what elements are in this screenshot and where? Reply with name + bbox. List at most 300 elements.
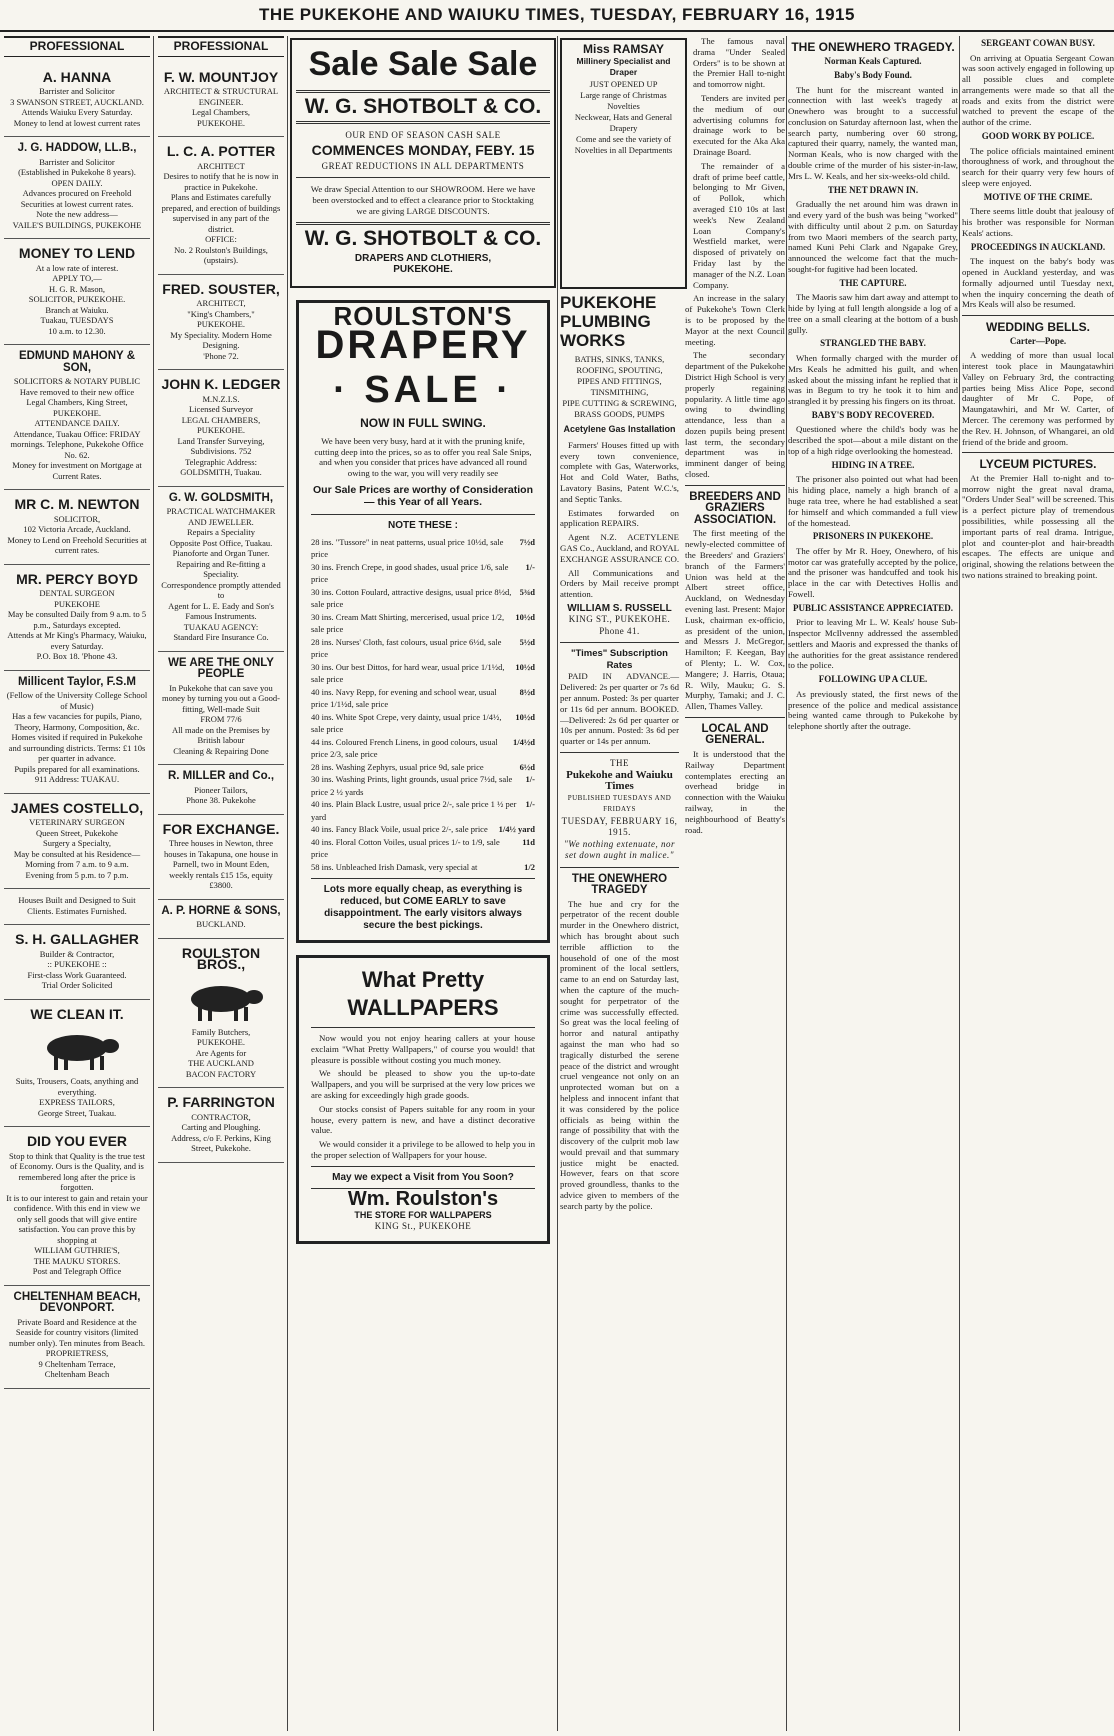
ad-line: Address, c/o F. Perkins, King Street, Pukekohe. — [171, 1132, 271, 1153]
price-row — [311, 661, 535, 686]
ad-line: 'Phone 72. — [203, 350, 239, 361]
ad-line: Branch at Waiuku. — [45, 304, 109, 315]
shotbolt-town: PUKEKOHE. — [393, 264, 453, 276]
ad-line: OFFICE: — [205, 234, 237, 244]
ad-name: CHELTENHAM BEACH, DEVONPORT. — [13, 1290, 141, 1314]
ad-line: PUKEKOHE. — [197, 117, 245, 128]
ramsay-lines — [566, 79, 681, 156]
professional-ad — [4, 137, 150, 239]
notice: An increase in the salary of Pukekohe's Town Clerk is to be proposed by the Mayor at the next Council meeting. — [685, 293, 785, 347]
price-value: 1/- — [525, 799, 535, 810]
subheading: STRANGLED THE BABY. — [820, 338, 926, 349]
wedding-title: WEDDING BELLS. — [986, 320, 1090, 335]
shotbolt-firm: W. G. SHOTBOLT & CO. — [304, 95, 542, 118]
subheading: PUBLIC ASSISTANCE APPRECIATED. — [793, 602, 953, 613]
professional-ad — [158, 765, 284, 815]
ad-name: R. MILLER and Co., — [167, 770, 275, 782]
ad-line: Attends at Mr King's Pharmacy, Waiuku, every Saturday. — [7, 630, 147, 651]
plumbing-owner: WILLIAM S. RUSSELL — [567, 602, 672, 614]
ad-name: A. HANNA — [42, 68, 112, 85]
professional-ad — [158, 137, 284, 275]
ad-line: It is to our interest to gain and retain your confidence. With this end in view we only sell goods that will give entire satisfaction. You can prove this by shopping at — [6, 1192, 148, 1245]
ad-line: Barrister and Solicitor — [39, 86, 115, 96]
professional-ad — [4, 239, 150, 345]
plumbing-lines — [560, 354, 679, 420]
shotbolt-body: We draw Special Attention to our SHOWROOM. Here we have been overstocked and to effect a clearance prior to Stocktaking we are giving LARGE DISCOUNTS. — [310, 184, 536, 216]
price-desc: 30 ins. French Crepe, in good shades, usual price 1/6, sale price — [311, 561, 509, 585]
price-row — [311, 711, 535, 736]
ad-line: May be consulted at his Residence— — [13, 848, 141, 859]
price-value: 10½d — [515, 611, 535, 622]
article-para: The inquest on the baby's body was opened in Auckland yesterday, and was formally adjourned until Tuesday next, when the inquiry concerning the death of Mrs Keals will also be resumed. — [962, 256, 1114, 310]
subheading: THE CAPTURE. — [839, 277, 907, 288]
ad-line: Cheltenham Beach — [44, 1369, 110, 1379]
wallpaper-para: Our stocks consist of Papers suitable for any room in your house, every pattern is new, and have a distinct decorative value. — [311, 1103, 535, 1136]
tragedy-headline: THE ONEWHERO TRAGEDY. — [791, 40, 955, 54]
ad-line: Have removed to their new office — [19, 386, 135, 397]
price-row — [311, 836, 535, 861]
wallpaper-para: We should be pleased to show you the up-to-date Wallpapers, and you will be surprised at the very low prices we are asking for exceedingly high grade goods. — [311, 1068, 535, 1101]
price-value: 10½d — [515, 661, 535, 672]
wedding-sub: Carter—Pope. — [1009, 335, 1067, 346]
ad-line: LEGAL CHAMBERS, — [181, 414, 261, 425]
price-desc: 58 ins. Unbleached Irish Damask, very special at — [311, 861, 478, 872]
ad-line: SOLICITORS & NOTARY PUBLIC — [13, 376, 141, 386]
ad-line: M.N.Z.I.S. — [202, 393, 240, 404]
price-value: 1/4½d — [513, 736, 535, 747]
price-value: 5½d — [519, 636, 535, 647]
sale-title: · SALE · — [333, 369, 513, 412]
ramsay-name: Miss RAMSAY — [583, 42, 664, 56]
ad-name: Millicent Taylor, F.S.M — [17, 675, 136, 688]
section-heading: PROFESSIONAL — [4, 36, 150, 57]
ad-line: :: PUKEKOHE :: — [47, 959, 107, 969]
note-heading: NOTE THESE : — [387, 520, 458, 532]
ad-line: Money to Lend on Freehold Securities at current rates. — [7, 534, 147, 555]
ad-line: Private Board and Residence at the Seaside for country visitors (limited number only). Ten minutes from Beach. — [9, 1316, 145, 1348]
ad-line: Money for investment on Mortgage at Current Rates. — [12, 460, 142, 481]
plumbing-addr: KING ST., PUKEKOHE. — [568, 614, 671, 625]
ad-name: J. G. HADDOW, LL.B., — [17, 142, 137, 154]
ad-line: CONTRACTOR, — [191, 1111, 251, 1122]
notice: The secondary department of the Pukekohe District High School is very properly regaining popularity. A little time ago owing to dwindling attendance, less than a dozen pupils being present last term, the secondary department was in imminent danger of being closed. — [685, 350, 785, 480]
ad-line: THE MAUKU STORES. — [33, 1255, 121, 1266]
ad-line: Licensed Surveyor — [189, 404, 253, 414]
price-value: 7½d — [519, 536, 535, 547]
ad-line: Plans and Estimates carefully prepared, and erection of buildings supervised in any part of the district. — [161, 192, 281, 234]
ad-line: PROPRIETRESS, — [45, 1348, 109, 1358]
ad-line: Pianoforte and Organ Tuner. Repairing and Re-fitting a Speciality. — [172, 548, 270, 579]
price-desc: 40 ins. Fancy Black Voile, usual price 2/-, sale price — [311, 824, 488, 835]
ad-line: Tuakau, TUESDAYS — [40, 315, 114, 325]
section-heading: PROFESSIONAL — [158, 36, 284, 57]
ad-name: L. C. A. POTTER — [166, 143, 276, 159]
ad-line: BATHS, SINKS, TANKS, — [574, 354, 665, 365]
cheap-line: Lots more equally cheap, as everything is reduced, but COME EARLY to save disappointment. The early visitors always secure the best pickings. — [323, 884, 523, 932]
ad-line: Large range of Christmas Novelties — [580, 89, 667, 111]
ad-line: Family Butchers, — [191, 1026, 251, 1037]
roulston-drapery-ad — [296, 300, 550, 943]
price-list — [311, 536, 535, 874]
ad-line: Telegraphic Address: GOLDSMITH, Tuakau. — [180, 456, 262, 477]
notices-column — [693, 36, 785, 293]
ad-name: EDMUND MAHONY & SON, — [18, 350, 136, 374]
notices-column-2 — [685, 293, 785, 1214]
column-professional-2 — [158, 36, 284, 1731]
ad-line: Desires to notify that he is now in practice in Pukekohe. — [163, 171, 279, 192]
times-the: THE — [610, 758, 629, 769]
article-para: The Maoris saw him dart away and attempt to hide by lying at full length alongside a log of a tree on a small clearing at the bottom of a bush gully. — [788, 292, 958, 335]
ad-line: FROM 77/6 — [200, 714, 242, 724]
price-value: 6½d — [519, 761, 535, 772]
ad-line: Advances procured on Freehold Securities at lowest current rates. — [20, 188, 134, 209]
ad-line: My Speciality. Modern Home Designing. — [170, 329, 272, 350]
ad-line: In Pukekohe that can save you money by turning you out a Good-fitting, Well-made Suit — [161, 682, 281, 714]
column-rule — [287, 36, 288, 1731]
ad-line: Opposite Post Office, Tuakau. — [169, 537, 273, 548]
ad-line: PUKEKOHE — [54, 598, 100, 609]
price-row — [311, 686, 535, 711]
ad-line: Has a few vacancies for pupils, Piano, Theory, Harmony, Composition, &c. Homes visited if required in Pukekohe and surrounding districts. Terms: £1 10s per quarter in advance. — [8, 711, 146, 763]
price-desc: 30 ins. Cream Matt Shirting, mercerised, usual price 1/2, sale price — [311, 611, 505, 635]
ad-line: ATTENDANCE DAILY. — [34, 418, 120, 428]
ad-line: PUKEKOHE. — [197, 425, 245, 435]
subheading: SERGEANT COWAN BUSY. — [981, 38, 1095, 48]
ad-line: ARCHITECT — [197, 160, 245, 171]
tragedy-body: The hue and cry for the perpetrator of the recent double murder in the Onewhero district, which has brought about such terrible affliction to the household of one of the most prominent of the local settlers, came to an end on Saturday last, when the capture of the much-sought for perpetrator of the crime was successfully effected. So great was the local feeling of horror and natural antipathy against the man who had so tragically disturbed the serene peace of the district and wrought cruel vengeance not only on an unprotected woman but on a helpless and innocent infant that it was considered by the police officials as being within the range of possibility that with the discovery of the culprit mob law would prevail and that summary justice might be enacted. However, fears on that score proved groundless, thanks to the advice given to members of the search party by the police. — [560, 898, 679, 1211]
ad-line: Attendance, Tuakau Office: FRIDAY mornings. Telephone, Pukekohe Office No. 62. — [10, 428, 144, 460]
ad-line: Trial Order Solicited — [41, 980, 113, 990]
ad-line: Agent for L. E. Eady and Son's Famous Instruments. — [168, 600, 274, 621]
ad-line: Morning from 7 a.m. to 9 a.m. — [25, 859, 129, 869]
notice: Tenders are invited per the medium of our advertising columns for drainage work to be executed for the Aka Aka Drainage Board. — [693, 92, 785, 157]
ad-line: Legal Chambers, — [191, 107, 251, 117]
price-row — [311, 823, 535, 836]
farmers-body: The first meeting of the newly-elected committee of the Breeders' and Graziers' branch of the Farmers' Union was held at the Albert street office, Auckland, on Wednesday evening last. Present: Major Lusk, chairman ex-officio, as president of the union, and Messrs J. McGregor, Hamilton; F. Keegan, Bay of Plenty; L. W. Cox, Mangere; J. Harris, Otaua; R. Wily, Mauku; G. S. Murphy, Tamaki; and J. C. Allen, Thames Valley. — [685, 528, 785, 712]
roulston-body: We have been very busy, hard at it with the pruning knife, cutting deep into the prices, so as to offer you real Sale Snips, and when you consider that prices have advanced all round owing to the war, you will very readily see — [314, 435, 532, 479]
plumbing-estimates: Estimates forwarded on application REPAIRS. — [560, 507, 679, 529]
ad-name: P. FARRINGTON — [167, 1094, 275, 1110]
price-value: 1/- — [525, 774, 535, 785]
full-swing: NOW IN FULL SWING. — [360, 416, 486, 431]
ad-line: Attends Waiuku Every Saturday. — [21, 107, 133, 117]
ad-line: ARCHITECT, — [196, 298, 246, 308]
lyceum-body: At the Premier Hall to-night and to-morrow night the great naval drama, "Orders Under Seal" will be screened. This is a perfect picture play of tremendous possibilities, while possessing all the important parts of real drama. Intrigue, plot and counter-plot and hair-breadth escapes. The effects are unique and original, showing the relations between the two nations strained to breaking point. — [962, 472, 1114, 580]
price-desc: 30 ins. Our best Dittos, for hard wear, usual price 1/1½d, sale price — [311, 661, 505, 685]
ad-line: OPEN DAILY. — [51, 177, 103, 188]
ad-line: Come and see the variety of Novelties in all Departments — [574, 133, 673, 155]
ad-list — [4, 63, 150, 1389]
professional-ad — [4, 63, 150, 138]
wallpaper-firm: Wm. Roulston's — [347, 1188, 499, 1211]
ad-line: Note the new address— — [36, 209, 118, 219]
article-para: Prior to leaving Mr L. W. Keals' house Sub-Inspector McIlvenny addressed the assembled settlers and Maoris and expressed the thanks of the authorities for the great assistance rendered to the police. — [788, 617, 958, 671]
ad-name: F. W. MOUNTJOY — [163, 68, 279, 85]
ad-line: Standard Fire Insurance Co. — [173, 632, 269, 642]
subheading: THE NET DRAWN IN. — [827, 184, 919, 195]
ad-line: Three houses in Newton, three houses in Takapuna, one house in Parnell, two in Mount Eden, weekly rentals £15 15s, equity £3800. — [164, 838, 278, 890]
wedding-body: A wedding of more than usual local interest took place in Maungatawhiri Valley on February 3rd, the contracting parties being Miss Alice Pope, second daughter of Mr C. Pope, of Maungatawhiri, and Mr W. Carter, of Mercer. The ceremony was performed by the Rev. H. Johnson, of Whangarei, an old friend of the bride and groom. — [962, 350, 1114, 447]
ad-line: SOLICITOR, — [53, 513, 101, 524]
ad-line: No. 2 Roulston's Buildings, (upstairs). — [174, 244, 268, 265]
article-para: The hunt for the miscreant wanted in connection with last week's tragedy at Onewhero was brought to a successful conclusion on Saturday afternoon last, when the search party, numbering over 60 strong, captured their quarry, namely, the wanted man, Norman Keals, who is now charged with the double crime of the murder of his sister-in-law, Mrs L. W. Keals, and her six-weeks-old child. — [788, 84, 958, 181]
price-row — [311, 861, 535, 874]
local-title: LOCAL AND GENERAL. — [701, 722, 769, 747]
masthead: THE PUKEKOHE AND WAIUKU TIMES, TUESDAY, FEBRUARY 16, 1915 — [0, 0, 1114, 32]
ad-line: Evening from 5 p.m. to 7 p.m. — [25, 869, 129, 880]
ad-line: PUKEKOHE. — [197, 1037, 245, 1047]
ad-line: ROOFING, SPOUTING, — [576, 365, 663, 376]
farmers-title: BREEDERS AND GRAZIERS ASSOCIATION. — [689, 490, 781, 526]
ad-name: JAMES COSTELLO, — [10, 799, 144, 816]
price-row — [311, 636, 535, 661]
professional-ad — [4, 889, 150, 925]
professional-ad — [4, 345, 150, 490]
price-desc: 40 ins. Plain Black Lustre, usual price 2/-, sale price 1 ½ per yard — [311, 799, 517, 822]
ad-line: APPLY TO,— — [52, 273, 102, 283]
ad-line: Correspondence promptly attended to — [161, 579, 281, 600]
article-para: As previously stated, the first news of the presence of the police and medical assistance being wanted came through to Pukekohe by telephone shortly after the outrage. — [788, 688, 958, 732]
price-value: 1/- — [525, 561, 535, 572]
professional-ad — [158, 1088, 284, 1163]
ad-line: PRACTICAL WATCHMAKER AND JEWELLER. — [166, 506, 276, 527]
ad-line: TUAKAU AGENCY: — [183, 621, 259, 632]
ad-line: Pioneer Tailors, — [194, 784, 248, 795]
ramsay-ad — [560, 38, 687, 289]
ad-line: May be consulted Daily from 9 a.m. to 5 p.m., Saturdays excepted. — [7, 609, 147, 630]
professional-ad — [4, 490, 150, 565]
ad-name: MR C. M. NEWTON — [14, 496, 140, 512]
lyceum-title: LYCEUM PICTURES. — [979, 457, 1097, 472]
price-desc: 40 ins. White Spot Crepe, very dainty, usual price 1/4½, sale price — [311, 711, 502, 735]
ad-name: G. W. GOLDSMITH, — [168, 491, 274, 504]
plumbing-comm: All Communications and Orders by Mail receive prompt attention. — [560, 567, 679, 600]
ad-name: FOR EXCHANGE. — [162, 820, 280, 837]
ad-line: VETERINARY SURGEON — [29, 817, 125, 827]
sale-banner: Sale Sale Sale — [308, 45, 538, 83]
price-row — [311, 798, 535, 823]
price-row — [311, 536, 535, 561]
ad-line: Barrister and Solicitor — [39, 156, 115, 167]
roulston-name: ROULSTON'S — [333, 300, 513, 331]
wallpaper-addr: KING St., PUKEKOHE — [374, 1221, 472, 1232]
column-rule — [959, 36, 960, 1731]
notice: The famous naval drama "Under Sealed Orders" is to be shown at the Premier Hall to-night and tomorrow night. — [693, 36, 785, 90]
ad-line: Land Transfer Surveying, Subdivisions. 752 — [177, 435, 265, 456]
column-tragedy — [788, 36, 958, 1731]
ad-line: Money to lend at lowest current rates — [13, 117, 141, 128]
column-display-ads — [290, 36, 556, 1731]
price-desc: 40 ins. Floral Cotton Voiles, usual prices 1/- to 1/9, sale price — [311, 836, 500, 860]
professional-ad — [158, 900, 284, 939]
professional-ad — [4, 565, 150, 671]
reductions-line: GREAT REDUCTIONS IN ALL DEPARTMENTS — [321, 160, 525, 171]
plumbing-title: PUKEKOHE PLUMBING WORKS — [560, 293, 657, 351]
acetylene: Acetylene Gas Installation — [563, 424, 676, 435]
subheading: FOLLOWING UP A CLUE. — [818, 674, 928, 685]
ad-list — [158, 63, 284, 1163]
tragedy-title: THE ONEWHERO TRAGEDY — [571, 872, 668, 897]
ad-line: EXPRESS TAILORS, — [39, 1097, 115, 1107]
ad-line: At a low rate of interest. — [35, 262, 119, 273]
ad-line: SOLICITOR, PUKEKOHE. — [28, 294, 126, 304]
wallpapers-ad — [296, 955, 550, 1244]
price-value: 1/2 — [524, 861, 535, 872]
ad-line: Pupils prepared for all examinations. — [14, 763, 140, 774]
column-six — [962, 36, 1114, 1731]
shotbolt-sub: DRAPERS AND CLOTHIERS, — [354, 252, 492, 264]
price-desc: 30 ins. Cotton Foulard, attractive designs, usual price 8½d, sale price — [311, 586, 512, 610]
ad-line: Cleaning & Repairing Done — [173, 745, 269, 756]
price-desc: 40 ins. Navy Repp, for evening and school wear, usual price 1/1½d, sale price — [311, 686, 497, 710]
subheading: GOOD WORK BY POLICE. — [981, 131, 1095, 142]
ad-name: DID YOU EVER — [26, 1133, 128, 1149]
subheading: MOTIVE OF THE CRIME. — [983, 191, 1093, 202]
ad-line: BUCKLAND. — [196, 919, 246, 929]
ad-line: VAILE'S BUILDINGS, PUKEKOHE — [12, 219, 142, 230]
price-value: 11d — [522, 836, 535, 847]
professional-ad — [158, 370, 284, 487]
ad-line: Phone 38. Pukekohe — [186, 795, 256, 805]
professional-ad — [4, 1000, 150, 1128]
ad-name: S. H. GALLAGHER — [15, 931, 139, 947]
price-row — [311, 611, 535, 636]
article-para: The police officials maintained eminent thoroughness of work, and throughout the search for their quarry very few hours of sleep were enjoyed. — [962, 145, 1114, 188]
plumbing-body: Farmers' Houses fitted up with every town convenience, complete with Gas, Waterworks, Hot and Cold Water, Baths, Lavatory Basins, Patent W.C.'s, and Septic Tanks. — [560, 439, 679, 504]
ad-line: Queen Street, Pukekohe — [36, 827, 118, 838]
wallpaper-para: Now would you not enjoy hearing callers at your house exclaim "What Pretty Wallpapers," of course you would! that pleasure is possible without costing you much money. — [311, 1033, 535, 1065]
professional-ad — [158, 815, 284, 900]
ad-line: PIPE CUTTING & SCREWING, — [562, 398, 677, 409]
price-value: 1/4½ yard — [498, 824, 535, 835]
professional-ad — [158, 275, 284, 371]
worthy-line: Our Sale Prices are worthy of Consideration — this Year of all Years. — [313, 484, 533, 508]
plumbing-ad — [560, 293, 679, 1214]
wallpaper-para: We would consider it a privilege to be allowed to help you in the proper selection of Wallpapers for your house. — [311, 1139, 535, 1161]
ad-line: (Established in Pukekohe 8 years). — [18, 167, 136, 177]
professional-ad — [158, 487, 284, 652]
professional-ad — [4, 925, 150, 1000]
ad-line: Surgery a Specialty, — [43, 838, 111, 848]
tragedy-sub: Norman Keals Captured. — [824, 55, 922, 66]
price-desc: 28 ins. Nurses' Cloth, fast colours, usual price 6½d, sale price — [311, 636, 502, 660]
professional-ad — [4, 1127, 150, 1286]
ad-line: George Street, Tuakau. — [37, 1107, 117, 1118]
price-desc: 28 ins. Washing Zephyrs, usual price 9d, sale price — [311, 761, 484, 772]
ad-line: JUST OPENED UP — [589, 78, 658, 89]
subs-title: "Times" Subscription Rates — [571, 648, 668, 671]
subheading: PRISONERS IN PUKEKOHE. — [812, 531, 934, 542]
ad-line: Carting and Ploughing. — [181, 1122, 261, 1132]
article-para: The offer by Mr R. Hoey, Onewhero, of his motor car was gratefully accepted by the police, and the prisoner was handcuffed and took his place in the car with Detectives Hollis and Fowell. — [788, 545, 958, 599]
times-name: Pukekohe and Waiuku Times — [566, 768, 673, 793]
professional-ad — [158, 652, 284, 766]
plumbing-agent: Agent N.Z. ACETYLENE GAS Co., Auckland, and ROYAL EXCHANGE ASSURANCE CO. — [560, 532, 680, 564]
ad-line: ARCHITECT & STRUCTURAL ENGINEER. — [163, 86, 279, 107]
subheading: BABY'S BODY RECOVERED. — [811, 409, 935, 420]
price-value: 5¾d — [519, 586, 535, 597]
price-row — [311, 586, 535, 611]
article-para: Gradually the net around him was drawn in and every yard of the bush was being "worked" with difficulty until about 2 p.m. on Saturday from two Maori members of the search party, named Kuni Pehi Clark and Ngapake Grey, announced the welcome fact that the much-sought-for fugitive had been located. — [788, 199, 958, 274]
price-row — [311, 761, 535, 774]
price-row — [311, 773, 535, 798]
professional-ad — [4, 794, 150, 890]
subheading: PROCEEDINGS IN AUCKLAND. — [970, 241, 1106, 252]
bull-icon — [32, 1024, 122, 1072]
ad-line: All made on the Premises by British labour — [172, 724, 270, 745]
professional-ad — [158, 63, 284, 138]
ad-line: 911 Address: TUAKAU. — [34, 774, 120, 784]
ad-line: WILLIAM GUTHRIE'S, — [34, 1245, 120, 1255]
subheading: HIDING IN A TREE. — [831, 459, 915, 470]
ad-line: Neckwear, Hats and General Drapery — [574, 111, 673, 133]
professional-ad — [158, 939, 284, 1089]
ad-line: Post and Telegraph Office — [32, 1266, 122, 1276]
price-value: 10½d — [515, 711, 535, 722]
times-motto: "We nothing extenuate, nor set down aught in malice." — [564, 838, 675, 861]
ad-line: PIPES AND FITTINGS, — [577, 376, 662, 387]
ad-line: 9 Cheltenham Terrace, — [38, 1358, 116, 1369]
ad-line: First-class Work Guaranteed. — [27, 969, 127, 980]
ad-line: (Fellow of the University College School of Music) — [6, 690, 148, 711]
plumbing-phone: Phone 41. — [599, 625, 640, 636]
subs-body: PAID IN ADVANCE.—Delivered: 2s per quarter or 7s 6d per annum. Posted: 3s per quarter or 11s 6d per annum. BOOKED.—Delivered: 2s 6d per quarter or 10s per annum. Posted: 3s 6d per quarter or 14s per annum. — [560, 671, 679, 747]
ad-line: Suits, Trousers, Coats, anything and everything. — [15, 1076, 139, 1097]
price-row — [311, 561, 535, 586]
ad-line: Houses Built and Designed to Suit Clients. Estimates Furnished. — [18, 895, 136, 916]
ad-line: 10 a.m. to 12.30. — [48, 325, 106, 336]
price-row — [311, 736, 535, 761]
ad-line: Repairs a Speciality — [187, 527, 255, 537]
article-para: Questioned where the child's body was he described the spot—about a mile distant on the top of a high ridge overlooking the homestead. — [788, 424, 958, 457]
ad-line: H. G. R. Mason, — [49, 283, 105, 294]
ad-name: WE CLEAN IT. — [30, 1005, 124, 1022]
ad-name: A. P. HORNE & SONS, — [161, 904, 281, 917]
column-rule — [153, 36, 154, 1731]
article-para: When formally charged with the murder of Mrs Keals he admitted his guilt, and when asked about the missing infant he replied that it was in Begum to try he took it to him and strangled it by pressing his fingers on its throat. — [788, 352, 958, 407]
price-desc: 44 ins. Coloured French Linens, in good colours, usual price 2/3, sale price — [311, 736, 498, 760]
drapery-title: DRAPERY — [315, 323, 531, 368]
price-value: 8½d — [519, 686, 535, 697]
ad-name: MR. PERCY BOYD — [16, 570, 138, 587]
shotbolt-firm-2: W. G. SHOTBOLT & CO. — [304, 227, 542, 251]
ad-name: ROULSTON BROS., — [181, 944, 261, 972]
ad-line: DENTAL SURGEON — [39, 588, 115, 598]
ad-line: PUKEKOHE. — [53, 407, 101, 418]
ad-line: BRASS GOODS, PUMPS — [574, 409, 665, 420]
notice: The remainder of a draft of prime beef cattle, belonging to Mr Given, of Pollok, which averaged £10 10s at last week's New Zealand Loan Company's Westfield market, were disposed of privately on Friday last by the manager of the N.Z. Loan Company. — [693, 160, 785, 290]
column-rule — [557, 36, 558, 1731]
ad-line: 102 Victoria Arcade, Auckland. — [23, 524, 131, 534]
ad-line: BACON FACTORY — [185, 1068, 257, 1079]
local-body: It is understood that the Railway Department contemplates erecting an overhead bridge in connection with the Waiuku railway, in the neighbourhood of Beatty's road. — [685, 748, 785, 835]
sale-line: OUR END OF SEASON CASH SALE — [345, 129, 501, 140]
ad-line: P.O. Box 18. 'Phone 43. — [36, 651, 118, 661]
ad-line: Stop to think that Quality is the true test of Economy. Ours is the Quality, and is remembered long after the price is forgotten. — [9, 1150, 145, 1192]
visit-line: May we expect a Visit from You Soon? — [332, 1171, 514, 1183]
professional-ad — [4, 1286, 150, 1389]
professional-ad — [4, 671, 150, 794]
tragedy-sub2: Baby's Body Found. — [834, 70, 912, 80]
price-desc: 28 ins. "Tussore" in neat patterns, usual price 10½d, sale price — [311, 536, 504, 560]
article-para: On arriving at Opuatia Sergeant Cowan was soon actively engaged in following up all possible clues and complete arrangements were made so that all the roads and exits from the district were watched to prevent the escape of the author of the crime. — [962, 52, 1114, 128]
wallpapers-title: What Pretty WALLPAPERS — [347, 967, 499, 1021]
price-desc: 30 ins. Washing Prints, light grounds, usual price 7½d, sale price 2 ½ yards — [311, 774, 513, 797]
ad-line: TINSMITHING, — [590, 387, 649, 398]
article-para: The prisoner also pointed out what had been his hiding place, namely a high branch of a huge rata tree, where he had established a seat for himself and which commanded a full view of the homestead. — [788, 474, 958, 528]
column-four — [560, 36, 785, 1731]
ad-line: PUKEKOHE. — [197, 319, 245, 329]
